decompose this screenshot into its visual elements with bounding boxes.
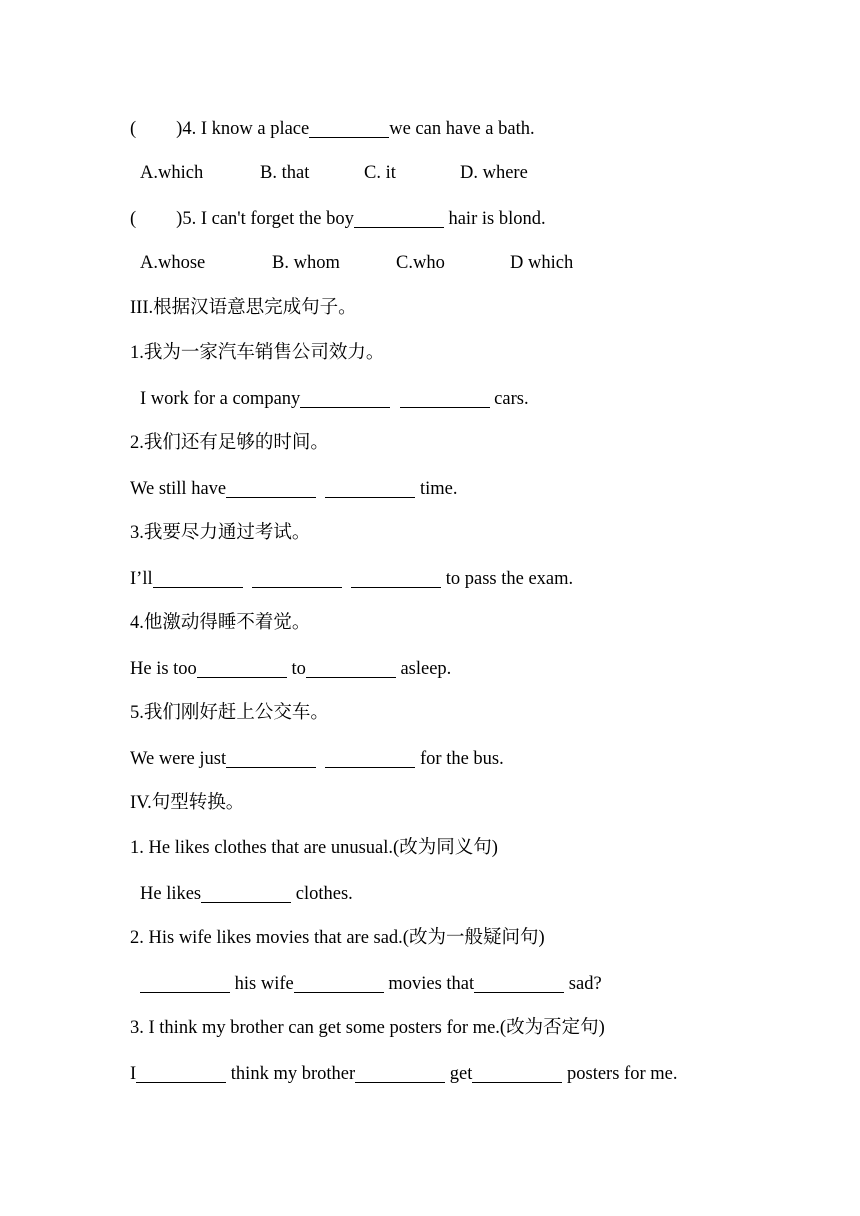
sentence-middle: think my brother (226, 1064, 356, 1084)
option-c[interactable]: C.who (396, 253, 445, 273)
sentence-start: We still have (130, 479, 227, 499)
sentence-start: I work for a company (140, 389, 301, 409)
question-5 (130, 207, 546, 230)
fill-blank[interactable] (306, 657, 396, 678)
question-4-options (140, 162, 528, 184)
sentence-start: I’ll (130, 569, 153, 589)
option-d[interactable]: D which (510, 253, 574, 273)
sentence-middle: get (445, 1064, 473, 1084)
sentence-end: asleep. (395, 659, 452, 679)
section-3-item-2-chinese: 2.我们还有足够的时间。 (130, 433, 329, 453)
sentence-start: I (130, 1064, 137, 1084)
section-4-item-2-question: 2. His wife likes movies that are sad.(改为一般疑问句) (130, 928, 545, 948)
section-4-heading: IV.句型转换。 (130, 793, 245, 813)
fill-blank[interactable] (300, 387, 390, 408)
sentence-end: cars. (489, 389, 529, 409)
option-d[interactable]: D. where (460, 163, 528, 183)
question-stem: 5. I can't forget the boy (182, 209, 354, 229)
sentence-end: clothes. (291, 884, 353, 904)
sentence-middle: his wife (230, 974, 294, 994)
option-b[interactable]: B. that (260, 163, 310, 183)
fill-blank[interactable] (201, 882, 291, 903)
section-3-item-3-english (130, 567, 573, 590)
answer-paren-open: ( (130, 119, 137, 139)
answer-paren-open: ( (130, 209, 137, 229)
section-4-item-1-question: 1. He likes clothes that are unusual.(改为同义句) (130, 838, 498, 858)
section-3-item-4-english (130, 657, 451, 680)
sentence-start: We were just (130, 749, 227, 769)
section-3-item-4-chinese: 4.他激动得睡不着觉。 (130, 613, 311, 633)
question-5-options (140, 252, 573, 274)
sentence-end: for the bus. (415, 749, 504, 769)
sentence-middle: movies that (383, 974, 475, 994)
fill-blank[interactable] (140, 972, 230, 993)
section-4-item-3-question: 3. I think my brother can get some posters for me.(改为否定句) (130, 1018, 605, 1038)
sentence-end: posters for me. (562, 1064, 678, 1084)
fill-blank[interactable] (400, 387, 490, 408)
fill-blank[interactable] (197, 657, 287, 678)
section-3-item-3-chinese: 3.我要尽力通过考试。 (130, 523, 311, 543)
fill-blank[interactable] (474, 972, 564, 993)
answer-paren-close: ) (176, 119, 183, 139)
section-3-heading: III.根据汉语意思完成句子。 (130, 298, 357, 318)
fill-blank[interactable] (325, 477, 415, 498)
section-3-item-1-english (140, 387, 529, 410)
section-4-item-1-answer (140, 882, 353, 905)
fill-blank[interactable] (325, 747, 415, 768)
option-c[interactable]: C. it (364, 163, 396, 183)
question-stem-end: hair is blond. (443, 209, 546, 229)
sentence-end: time. (415, 479, 458, 499)
sentence-end: to pass the exam. (441, 569, 574, 589)
option-b[interactable]: B. whom (272, 253, 340, 273)
fill-blank[interactable] (351, 567, 441, 588)
section-3-item-5-english (130, 747, 504, 770)
section-4-item-3-answer (130, 1062, 677, 1085)
fill-blank[interactable] (309, 117, 389, 138)
section-3-item-1-chinese: 1.我为一家汽车销售公司效力。 (130, 343, 385, 363)
sentence-start: He is too (130, 659, 197, 679)
sentence-middle: to (286, 659, 306, 679)
fill-blank[interactable] (136, 1062, 226, 1083)
section-3-item-2-english (130, 477, 458, 500)
question-stem-end: we can have a bath. (389, 119, 535, 139)
section-3-item-5-chinese: 5.我们刚好赶上公交车。 (130, 703, 329, 723)
fill-blank[interactable] (226, 747, 316, 768)
option-a[interactable]: A.whose (140, 253, 206, 273)
question-stem: 4. I know a place (182, 119, 310, 139)
fill-blank[interactable] (354, 207, 444, 228)
sentence-start: He likes (140, 884, 202, 904)
fill-blank[interactable] (355, 1062, 445, 1083)
fill-blank[interactable] (472, 1062, 562, 1083)
fill-blank[interactable] (226, 477, 316, 498)
answer-paren-close: ) (176, 209, 183, 229)
option-a[interactable]: A.which (140, 163, 204, 183)
fill-blank[interactable] (153, 567, 243, 588)
question-4 (130, 117, 535, 140)
section-4-item-2-answer (140, 972, 602, 995)
fill-blank[interactable] (294, 972, 384, 993)
fill-blank[interactable] (252, 567, 342, 588)
sentence-end: sad? (564, 974, 602, 994)
